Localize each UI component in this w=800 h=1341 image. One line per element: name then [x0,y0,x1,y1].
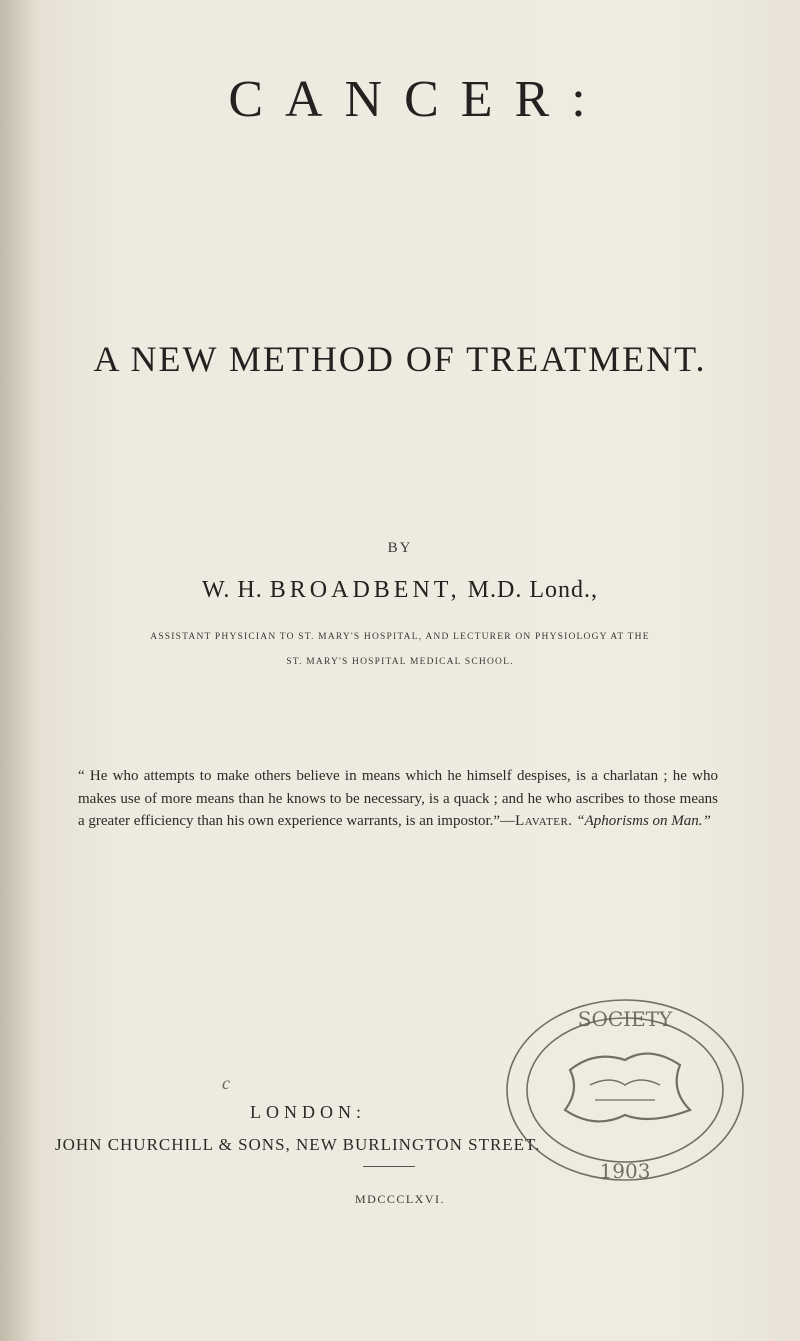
credentials-line: ST. MARY'S HOSPITAL MEDICAL SCHOOL. [286,657,514,667]
epigraph-text: “ He who attempts to make others believe in means which he himself despises, is a charlatan ; he who makes use of more means than he knows to be necessary, is a quack ; and he who ascribes to those means a greater efficiency than his own experience warrants, is an impostor.”— [78,768,718,829]
book-title: CANCER: [228,71,608,128]
handwritten-mark: c [222,1073,230,1093]
author-credentials [40,625,760,675]
book-subtitle: A NEW METHOD OF TREATMENT. [93,339,707,379]
epigraph-attribution: Lavater. [515,813,573,829]
stamp-top-text: SOCIETY [577,1007,673,1031]
credentials-line: ASSISTANT PHYSICIAN TO ST. MARY'S HOSPITAL, AND LECTURER ON PHYSIOLOGY AT THE [150,632,650,642]
imprint-place: LONDON: [250,1102,366,1122]
author-initials: W. H. [201,577,263,603]
imprint-publisher: JOHN CHURCHILL & SONS, NEW BURLINGTON STREET. [55,1135,541,1154]
divider-rule [363,1166,415,1167]
stamp-bottom-text: 1903 [599,1159,651,1183]
epigraph-work: “Aphorisms on Man.” [576,813,711,829]
author-name [0,577,800,604]
author-surname: BROADBENT, [269,577,461,603]
library-stamp-icon [500,990,750,1190]
by-line: BY [387,540,413,556]
page-edge-shadow [0,0,36,1341]
imprint-date: MDCCCLXVI. [354,1192,445,1206]
author-degree: M.D. Lond., [467,577,598,603]
epigraph [78,765,718,833]
